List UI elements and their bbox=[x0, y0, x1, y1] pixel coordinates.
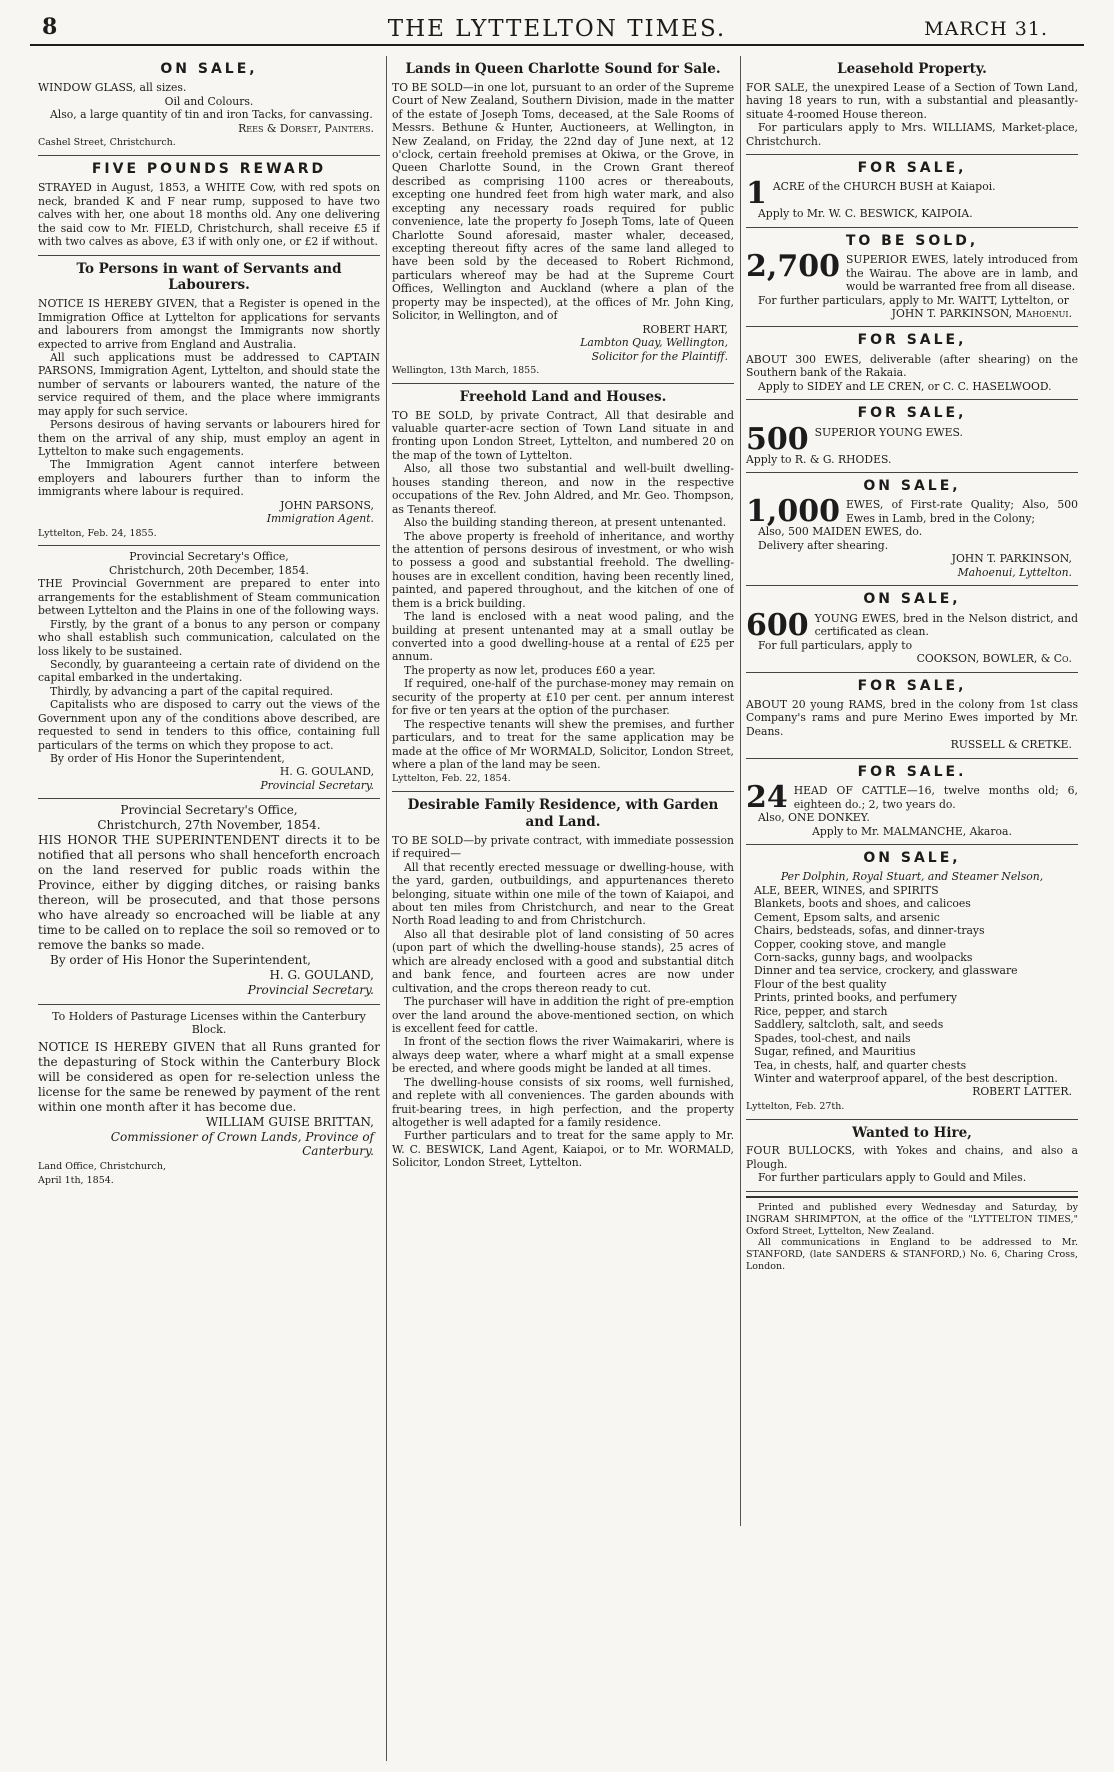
ad-heading: FOR SALE, bbox=[857, 159, 967, 176]
goods-list-item: Saddlery, saltcloth, salt, and seeds bbox=[754, 1018, 944, 1032]
column-rule bbox=[740, 56, 741, 1526]
goods-list-item: Blankets, boots and shoes, and calicoes bbox=[754, 897, 971, 911]
goods-list-item: Copper, cooking stove, and mangle bbox=[754, 937, 947, 951]
ad-body: ABOUT 300 EWES, deliverable (after shearing) on the Southern bank of the Rakaia. bbox=[746, 352, 1078, 380]
ad-heading: To Holders of Pasturage Licenses within the Canterbury Block. bbox=[52, 1009, 366, 1037]
ad-para: All such applications must be addressed to CAPTAIN PARSONS, Immigration Agent, Lyttelton, and should state the number of servants or labourers wanted, the nature of the service required of them, and the place where immigrants may apply for such service. bbox=[38, 350, 380, 418]
ad-heading: FOR SALE, bbox=[857, 405, 967, 422]
ad-heading: FOR SALE, bbox=[857, 677, 967, 694]
ad-date: Wellington, 13th March, 1855. bbox=[392, 364, 540, 376]
column-2 bbox=[392, 56, 734, 1526]
ad-subheading: Per Dolphin, Royal Stuart, and Steamer Nelson, bbox=[780, 870, 1044, 884]
ad-para: Delivery after shearing. bbox=[758, 538, 889, 552]
column-1 bbox=[38, 56, 380, 1761]
ad-signature: WILLIAM GUISE BRITTAN, bbox=[205, 1114, 374, 1129]
ad-body: HEAD OF CATTLE—16, twelve months old; 6, eighteen do.; 2, two years do. bbox=[793, 784, 1078, 811]
ad-para: For particulars apply to Mrs. WILLIAMS, Market-place, Christchurch. bbox=[746, 121, 1078, 148]
ad-signature-title: Provincial Secretary. bbox=[260, 778, 374, 792]
ad-family-residence bbox=[392, 792, 734, 1176]
ad-servants-labourers bbox=[38, 256, 380, 547]
goods-list-item: Spades, tool-chest, and nails bbox=[754, 1031, 911, 1045]
ad-para: If required, one-half of the purchase-money may remain on security of the property at £10 per cent. per annum interest for five or ten years at the option of the purchaser. bbox=[392, 677, 734, 718]
ad-number: 600 bbox=[746, 607, 809, 643]
ad-steam-communication bbox=[38, 546, 380, 799]
ad-rams bbox=[746, 673, 1078, 759]
ad-para: Also the building standing thereon, at present untenanted. bbox=[404, 516, 727, 530]
ad-queen-charlotte-sound bbox=[392, 56, 734, 384]
ad-number: 1,000 bbox=[746, 494, 840, 530]
ad-signature: H. G. GOULAND, bbox=[279, 765, 374, 779]
ad-para: Capitalists who are disposed to carry out the views of the Government upon any of the conditions above described, are requested to send in tenders to this office, containing full particulars of the terms on which they propose to act. bbox=[38, 698, 380, 752]
ad-para: The purchaser will have in addition the right of pre-emption over the land around the above-mentioned section, on which is excellent feed for cattle. bbox=[392, 995, 734, 1035]
ad-heading: FOR SALE. bbox=[857, 763, 967, 780]
ad-body: YOUNG EWES, bred in the Nelson district, and certificated as clean. bbox=[814, 611, 1078, 639]
ad-para: The land is enclosed with a neat wood paling, and the building at present untenanted may at a small outlay be converted into a good dwelling-house at a rental of £25 per annum. bbox=[392, 610, 734, 664]
imprint-line: All communications in England to be addressed to Mr. STANFORD, (late SANDERS & STANFORD,) No. 6, Charing Cross, London. bbox=[746, 1237, 1078, 1273]
ad-300-ewes bbox=[746, 327, 1078, 400]
ad-heading: Wanted to Hire, bbox=[852, 1124, 972, 1141]
ad-body: ABOUT 20 young RAMS, bred in the colony from 1st class Company's rams and pure Merino Ewes imported by Mr. Deans. bbox=[746, 697, 1078, 738]
ad-apply: Apply to SIDEY and LE CREN, or C. C. HASELWOOD. bbox=[758, 379, 1052, 393]
ad-para: All that recently erected messuage or dwelling-house, with the yard, garden, outbuildings, and appurtenances thereto belonging, situate within one mile of the town of Kaiapoi, and about ten miles from Christchurch, and near to the Great North Road leading to and from Christchurch. bbox=[392, 860, 734, 928]
ad-para: Secondly, by guaranteeing a certain rate of dividend on the capital embarked in the undertaking. bbox=[38, 657, 380, 685]
ad-heading: FOR SALE, bbox=[857, 332, 967, 349]
ad-signature-address: Lambton Quay, Wellington, bbox=[580, 336, 728, 350]
ad-window-glass bbox=[38, 56, 380, 156]
ad-para: Also, all those two substantial and well-built dwelling-houses standing thereon, and now in the respective occupations of the Rev. John Aldred, and Mr. Geo. Thompson, as Tenants thereof. bbox=[392, 462, 734, 516]
ad-para: The respective tenants will shew the premises, and further particulars, and to treat for the same application may be made at the office of Mr WORMALD, Solicitor, London Street, where a plan of the land may be seen. bbox=[392, 717, 734, 771]
ad-number: 2,700 bbox=[746, 249, 840, 285]
ad-signature: JOHN PARSONS, bbox=[280, 498, 374, 512]
ad-signature-title: Solicitor for the Plaintiff. bbox=[591, 349, 728, 363]
ad-para: For further particulars apply to Gould and Miles. bbox=[758, 1171, 1027, 1185]
ad-office: Land Office, Christchurch, bbox=[38, 1161, 166, 1173]
ad-para: NOTICE IS HEREBY GIVEN, that a Register is opened in the Immigration Office at Lyttelton for applications for servants and labourers from amongst the Immigrants now shortly expected to arrive from England and Australia. bbox=[38, 297, 380, 351]
ad-para: In front of the section flows the river Waimakariri, where is always deep water, where a wharf might at a small expense be erected, and where goods might be landed at all times. bbox=[392, 1035, 734, 1076]
imprint-line: Printed and published every Wednesday and Saturday, by INGRAM SHRIMPTON, at the office of the "LYTTELTON TIMES," Oxford Street, Lyttelton, New Zealand. bbox=[746, 1201, 1078, 1237]
masthead bbox=[30, 12, 1084, 46]
ad-dateline: Christchurch, 27th November, 1854. bbox=[97, 818, 321, 833]
ad-body: SUPERIOR YOUNG EWES. bbox=[814, 425, 963, 439]
ad-signature: JOHN T. PARKINSON, Mahoenui. bbox=[891, 307, 1072, 321]
ad-line: Oil and Colours. bbox=[164, 94, 254, 108]
ad-para: Also all that desirable plot of land consisting of 50 acres (upon part of which the dwelling-house stands), 25 acres of which are already enclosed with a good and substantial ditch and bank fence, and fourteen acres are now under cultivation, and the crops thereon ready to cut. bbox=[392, 927, 734, 995]
ad-para: NOTICE IS HEREBY GIVEN that all Runs granted for the depasturing of Stock within the Canterbury Block will be considered as open for re-selection unless the license for the same be renewed by payment of the rent within one month after it has become due. bbox=[38, 1039, 380, 1114]
ad-signature: JOHN T. PARKINSON, bbox=[951, 552, 1072, 566]
goods-list-item: Corn-sacks, gunny bags, and woolpacks bbox=[754, 951, 973, 965]
ad-signature: RUSSELL & CRETKE. bbox=[950, 738, 1072, 752]
ad-para: Also, ONE DONKEY. bbox=[758, 811, 870, 825]
goods-list-item: ALE, BEER, WINES, and SPIRITS bbox=[754, 883, 939, 897]
ad-number: 500 bbox=[746, 421, 809, 457]
ad-wanted-bullocks bbox=[746, 1120, 1078, 1192]
ad-heading: Leasehold Property. bbox=[837, 61, 987, 77]
issue-date: MARCH 31. bbox=[924, 18, 1048, 40]
goods-list-item: Prints, printed books, and perfumery bbox=[754, 991, 958, 1005]
ad-public-roads bbox=[38, 799, 380, 1004]
ad-freehold-land bbox=[392, 384, 734, 792]
ad-signature: COOKSON, BOWLER, & Co. bbox=[916, 652, 1072, 666]
ad-signature-place: Mahoenui, Lyttelton. bbox=[957, 565, 1072, 579]
ad-number: 24 bbox=[746, 780, 788, 816]
ad-body: ACRE of the CHURCH BUSH at Kaiapoi. bbox=[772, 180, 996, 194]
ad-number: 1 bbox=[746, 176, 767, 212]
ad-apply: Apply to Mr. MALMANCHE, Akaroa. bbox=[812, 824, 1012, 838]
page-number: 8 bbox=[42, 14, 58, 40]
ad-church-bush bbox=[746, 155, 1078, 228]
ad-signature-title: Provincial Secretary. bbox=[247, 982, 374, 997]
goods-list-item: Flour of the best quality bbox=[754, 977, 887, 991]
ad-body: FOUR BULLOCKS, with Yokes and chains, and also a Plough. bbox=[746, 1144, 1078, 1171]
ad-leasehold-property bbox=[746, 56, 1078, 155]
ad-heading: ON SALE, bbox=[863, 591, 961, 608]
ad-heading: ON SALE, bbox=[863, 849, 961, 866]
ad-body: SUPERIOR EWES, lately introduced from the Wairau. The above are in lamb, and would be warranted free from all disease. bbox=[845, 253, 1078, 294]
ad-para: FOR SALE, the unexpired Lease of a Section of Town Land, having 18 years to run, with a substantial and pleasantly-situate 4-roomed House thereon. bbox=[746, 80, 1078, 121]
ad-signature: H. G. GOULAND, bbox=[269, 967, 374, 982]
ad-para: Thirdly, by advancing a part of the capital required. bbox=[50, 684, 334, 698]
goods-list-item: Winter and waterproof apparel, of the best description. bbox=[754, 1071, 1058, 1085]
ad-signature: ROBERT LATTER. bbox=[972, 1085, 1072, 1099]
ad-para: The property as now let, produces £60 a year. bbox=[404, 663, 656, 677]
ad-heading: To Persons in want of Servants and Labourers. bbox=[76, 260, 342, 294]
ad-dateline: Christchurch, 20th December, 1854. bbox=[109, 563, 309, 577]
ad-heading: Lands in Queen Charlotte Sound for Sale. bbox=[405, 61, 721, 77]
ad-pasturage-licenses bbox=[38, 1005, 380, 1194]
column-rule bbox=[386, 56, 387, 1761]
ad-para: The above property is freehold of inheritance, and worthy the attention of persons desirous of investment, or who wish to possess a good and substantial freehold. The dwelling-houses are in excellent condition, having been recently lined, painted, and papered throughout, and the kitchen of one of them is a brick building. bbox=[392, 529, 734, 610]
ad-heading: ON SALE, bbox=[160, 61, 258, 77]
ad-600-ewes bbox=[746, 586, 1078, 672]
goods-list-item: Sugar, refined, and Mauritius bbox=[754, 1045, 916, 1059]
ad-line: WINDOW GLASS, all sizes. bbox=[38, 81, 187, 95]
ad-cattle bbox=[746, 759, 1078, 845]
ad-1000-ewes bbox=[746, 473, 1078, 586]
ad-date: Lyttelton, Feb. 22, 1854. bbox=[392, 773, 511, 785]
ad-para: TO BE SOLD—by private contract, with immediate possession if required— bbox=[392, 833, 734, 861]
ad-para: Also, 500 MAIDEN EWES, do. bbox=[758, 525, 923, 539]
printer-imprint bbox=[746, 1196, 1078, 1273]
ad-date: April 1th, 1854. bbox=[38, 1175, 114, 1187]
ad-para: THE Provincial Government are prepared to enter into arrangements for the establishment of Steam communication between Lyttelton and the Plains in one of the following ways. bbox=[38, 577, 380, 618]
ad-para: For full particulars, apply to bbox=[758, 638, 913, 652]
ad-heading: ON SALE, bbox=[863, 478, 961, 495]
ad-para: Firstly, by the grant of a bonus to any person or company who shall establish such communication, calculated on the loss likely to be sustained. bbox=[38, 617, 380, 658]
ad-general-goods bbox=[746, 845, 1078, 1120]
ad-body: EWES, of First-rate Quality; Also, 500 Ewes in Lamb, bred in the Colony; bbox=[845, 498, 1078, 525]
ad-date: Lyttelton, Feb. 27th. bbox=[746, 1100, 845, 1112]
ad-body: STRAYED in August, 1853, a WHITE Cow, with red spots on neck, branded K and F near rump, supposed to have two calves with her, one about 18 months old. Any one delivering the said cow to Mr. FIELD, Christchurch, shall receive £5 if with two calves as above, £3 if with only one, or £2 if without. bbox=[38, 181, 380, 249]
ad-body: Also, a large quantity of tin and iron Tacks, for canvassing. bbox=[50, 108, 373, 122]
ad-heading: Desirable Family Residence, with Garden and Land. bbox=[407, 797, 719, 831]
ad-apply: Apply to Mr. W. C. BESWICK, KAIPOIA. bbox=[758, 207, 973, 221]
goods-list-item: Dinner and tea service, crockery, and glassware bbox=[754, 964, 1018, 978]
ad-heading: FIVE POUNDS REWARD bbox=[91, 160, 327, 177]
ad-2700-ewes bbox=[746, 228, 1078, 328]
goods-list-item: Rice, pepper, and starch bbox=[754, 1004, 888, 1018]
ad-signature: Rees & Dorset, Painters. bbox=[238, 121, 374, 135]
ad-heading: TO BE SOLD, bbox=[845, 232, 979, 249]
goods-list-item: Chairs, bedsteads, sofas, and dinner-trays bbox=[754, 924, 985, 938]
ad-para: HIS HONOR THE SUPERINTENDENT directs it to be notified that all persons who shall henceforth encroach on the land reserved for public roads within the Province, either by digging ditches, or raising banks thereon, will be prosecuted, and that those persons who have already so encroached will be liable at any time to be called on to replace the soil so removed or to remove the banks so made. bbox=[38, 833, 380, 952]
column-3 bbox=[746, 56, 1078, 1766]
newspaper-title: THE LYTTELTON TIMES. bbox=[387, 16, 727, 42]
ad-office: Provincial Secretary's Office, bbox=[120, 803, 298, 818]
ad-signature-title: Commissioner of Crown Lands, Province of Canterbury. bbox=[110, 1129, 374, 1159]
ad-para: The dwelling-house consists of six rooms, well furnished, and replete with all conveniences. The garden abounds with fruit-bearing trees, in high perfection, and the property altogether is well adapted for a family residence. bbox=[392, 1075, 734, 1129]
ad-para: Further particulars and to treat for the same apply to Mr. W. C. BESWICK, Land Agent, Kaiapoi, or to Mr. WORMALD, Solicitor, London Street, Lyttelton. bbox=[392, 1129, 734, 1170]
ad-apply: Apply to R. & G. RHODES. bbox=[746, 452, 892, 466]
ad-by-order: By order of His Honor the Superintendent, bbox=[50, 952, 311, 967]
ad-para: TO BE SOLD, by private Contract, All that desirable and valuable quarter-acre section of Town Land situate in and fronting upon London Street, Lyttelton, and numbered 20 on the map of the town of Lyttelton. bbox=[392, 408, 734, 462]
ad-signature-title: Immigration Agent. bbox=[266, 512, 374, 526]
ad-500-ewes bbox=[746, 400, 1078, 473]
ad-office: Provincial Secretary's Office, bbox=[129, 550, 289, 564]
ad-body: TO BE SOLD—in one lot, pursuant to an order of the Supreme Court of New Zealand, Southern Division, made in the matter of the estate of Joseph Toms, deceased, at the Sale Rooms of Messrs. Bethune & Hunter, Auctioneers, at Wellington, in New Zealand, on Friday, the 22nd day of June next, at 12 o'clock, certain freehold premises at Okiwa, or the Grove, in Queen Charlotte Sound, in the Crown Grant thereof described as comprising 1100 acres or thereabouts, excepting one hundred feet from high water mark, and also excepting any necessary roads required for public convenience, late the property fo Joseph Toms, late of Queen Charlotte Sound aforesaid, master whaler, deceased, excepting thereout fifty acres of the same land alleged to have been sold by the deceased to Robert Richmond, particulars whereof may be had at the Supreme Court Offices, Wellington and Auckland (where a plan of the property may be inspected), at the offices of Mr. John King, Solicitor, in Wellington, and of bbox=[392, 80, 734, 323]
ad-para: The Immigration Agent cannot interfere between employers and labourers further than to inform the immigrants where labour is required. bbox=[38, 458, 380, 499]
goods-list-item: Tea, in chests, half, and quarter chests bbox=[754, 1058, 967, 1072]
ad-address: Cashel Street, Christchurch. bbox=[38, 137, 176, 149]
ad-date: Lyttelton, Feb. 24, 1855. bbox=[38, 527, 157, 539]
goods-list-item: Cement, Epsom salts, and arsenic bbox=[754, 910, 940, 924]
ad-heading: Freehold Land and Houses. bbox=[459, 388, 667, 405]
ad-signature: ROBERT HART, bbox=[642, 322, 728, 336]
goods-list bbox=[746, 884, 1078, 1086]
ad-five-pounds-reward bbox=[38, 156, 380, 256]
ad-para: For further particulars, apply to Mr. WAITT, Lyttelton, or bbox=[758, 293, 1069, 307]
ad-by-order: By order of His Honor the Superintendent, bbox=[50, 752, 285, 765]
ad-para: Persons desirous of having servants or labourers hired for them on the arrival of any ship, must employ an agent in Lyttelton to make such engagements. bbox=[38, 418, 380, 458]
